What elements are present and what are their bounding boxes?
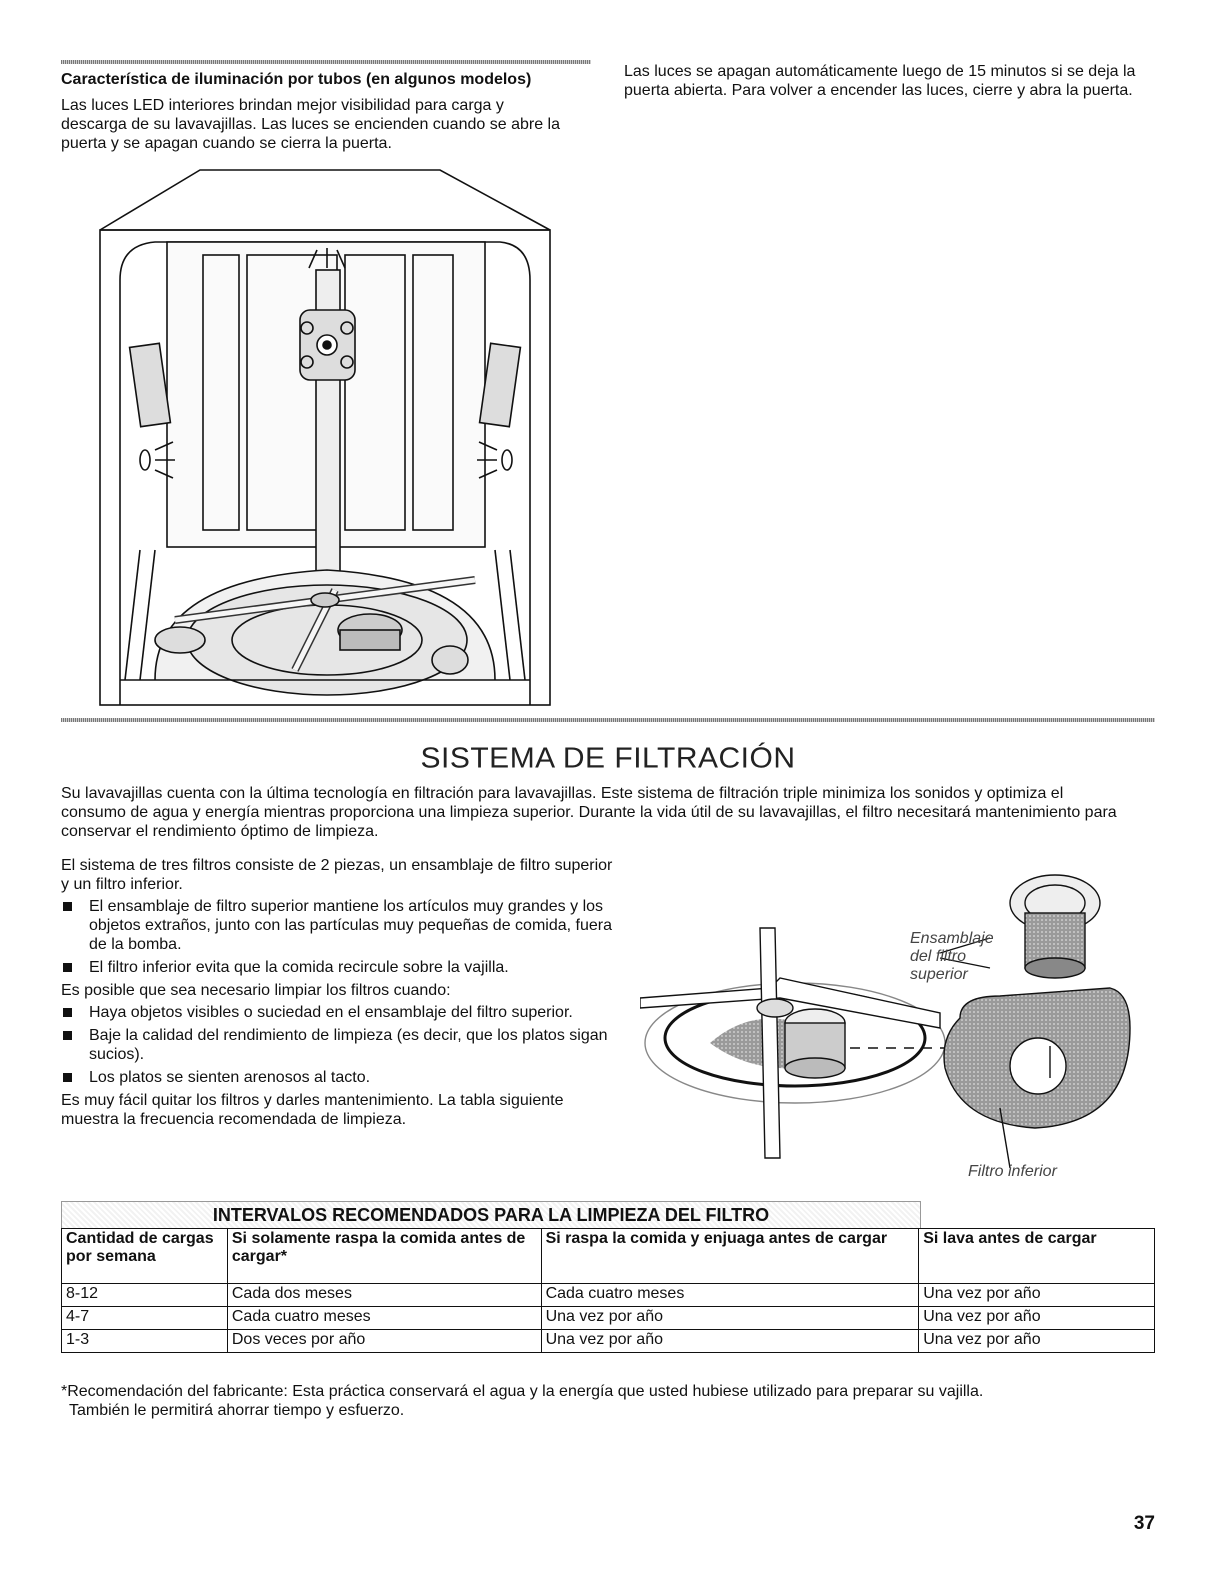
table-cell: Una vez por año [919,1307,1155,1330]
list-item: El ensamblaje de filtro superior mantiene los artículos muy grandes y los objetos extraños, junto con las partículas muy pequeñas de comida, fuera de la bomba. [61,897,621,954]
label-upper-filter [910,930,994,984]
table-cell: Cada dos meses [227,1284,541,1307]
lighting-heading: Característica de iluminación por tubos (en algunos modelos) [61,71,532,88]
system-description: El sistema de tres filtros consiste de 2 piezas, un ensamblaje de filtro superior y un filtro inferior. [61,857,613,893]
table-row [62,1330,1155,1353]
list-item: Baje la calidad del rendimiento de limpieza (es decir, que los platos sigan sucios). [61,1026,621,1064]
list-item: Haya objetos visibles o suciedad en el ensamblaje del filtro superior. [61,1003,621,1022]
table-header-row [62,1229,1155,1284]
table-cell: 1-3 [62,1330,228,1353]
top-rule [61,60,591,64]
when-to-clean: Es posible que sea necesario limpiar los filtros cuando: [61,982,451,999]
cleaning-intervals-table [61,1228,1155,1353]
table-row [62,1307,1155,1330]
table-title: INTERVALOS RECOMENDADOS PARA LA LIMPIEZA DEL FILTRO [61,1201,921,1228]
lighting-paragraph-2: Las luces se apagan automáticamente luego de 15 minutos si se deja la puerta abierta. Para volver a encender las luces, cierre y abra la puerta. [624,63,1136,99]
table-header-cell: Si raspa la comida y enjuaga antes de cargar [541,1229,919,1284]
table-cell: Una vez por año [919,1330,1155,1353]
table-cell: 8-12 [62,1284,228,1307]
label-lower-filter: Filtro inferior [968,1163,1057,1180]
table-cell: Una vez por año [541,1307,919,1330]
page-number: 37 [1133,1513,1155,1534]
table-cell: Una vez por año [919,1284,1155,1307]
lighting-paragraph-1: Las luces LED interiores brindan mejor visibilidad para carga y descarga de su lavavajillas. Las luces se encienden cuando se abre la puerta y se apagan cuando se cierra la puerta. [61,97,560,152]
table-cell: Una vez por año [541,1330,919,1353]
filtration-left-column [61,856,621,1129]
table-header-cell: Si solamente raspa la comida antes de cargar* [227,1229,541,1284]
footnote-line-2: También le permitirá ahorrar tiempo y esfuerzo. [69,1402,405,1419]
list-item: El filtro inferior evita que la comida recircule sobre la vajilla. [61,958,621,977]
section-rule [61,718,1155,722]
filtration-title: SISTEMA DE FILTRACIÓN [420,742,796,775]
label-upper-filter-line3: superior [910,966,968,983]
footnote-line-1: *Recomendación del fabricante: Esta práctica conservará el agua y la energía que usted hubiese utilizado para preparar su vajilla. [61,1383,984,1400]
table-header-cell: Cantidad de cargas por semana [62,1229,228,1284]
label-upper-filter-line1: Ensamblaje [910,930,994,947]
table-header-cell: Si lava antes de cargar [919,1229,1155,1284]
table-cell: Cada cuatro meses [541,1284,919,1307]
table-cell: Dos veces por año [227,1330,541,1353]
table-cell: 4-7 [62,1307,228,1330]
list-item: Los platos se sienten arenosos al tacto. [61,1068,621,1087]
filter-assembly-illustration [640,858,1140,1168]
filter-parts-list [61,897,621,977]
clean-conditions-list [61,1003,621,1087]
label-upper-filter-line2: del filtro [910,948,967,965]
table-row [62,1284,1155,1307]
filtration-intro: Su lavavajillas cuenta con la última tecnología en filtración para lavavajillas. Este sistema de filtración triple minimiza los sonidos y optimiza el consumo de agua y energía mientras proporciona una limpieza superior. Durante la vida útil de su lavavajillas, el filtro necesitará mantenimiento para conservar el rendimiento óptimo de limpieza. [61,785,1117,840]
table-cell: Cada cuatro meses [227,1307,541,1330]
maintenance-note: Es muy fácil quitar los filtros y darles mantenimiento. La tabla siguiente muestra la frecuencia recomendada de limpieza. [61,1092,564,1128]
dishwasher-interior-illustration [95,160,565,710]
